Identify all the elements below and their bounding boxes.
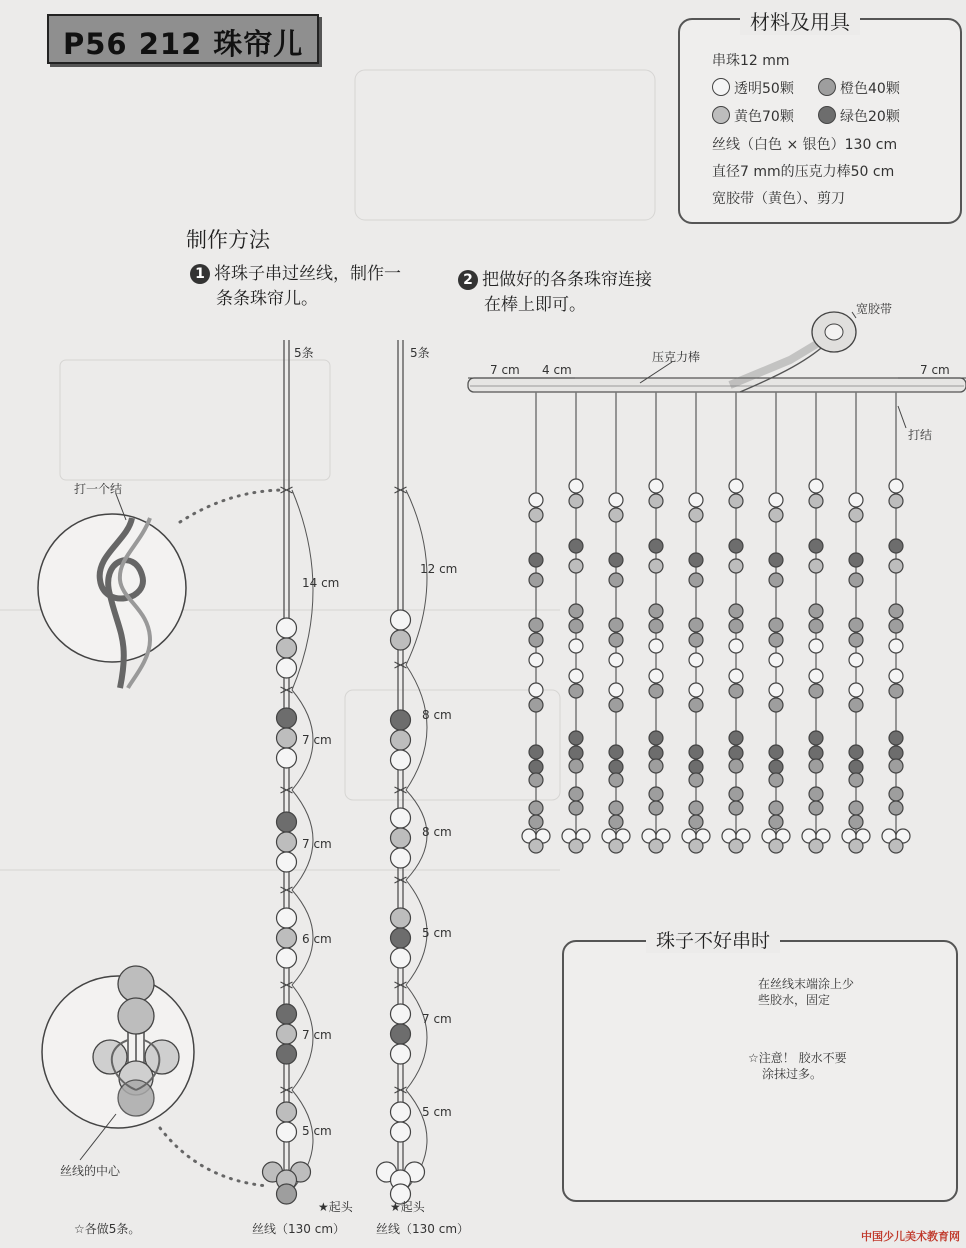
- curtain-bead: [529, 508, 543, 522]
- curtain-bead: [769, 839, 783, 853]
- curtain-bead: [689, 815, 703, 829]
- curtain-bead: [649, 759, 663, 773]
- knot-mark: [395, 787, 407, 793]
- knot-mark: [395, 1087, 407, 1093]
- curtain-bead: [609, 618, 623, 632]
- strand-right: [377, 340, 428, 1204]
- curtain-bead: [569, 479, 583, 493]
- right-seg-1: 12 cm: [420, 562, 458, 576]
- knot-label: 打一个结: [74, 482, 123, 496]
- watermark-logo: 中国少儿美术教育网: [861, 1230, 960, 1243]
- bead: [277, 908, 297, 928]
- knot-mark: [281, 887, 293, 893]
- curtain-bead: [809, 759, 823, 773]
- bead: [277, 1024, 297, 1044]
- curtain-bead: [769, 801, 783, 815]
- curtain-bead: [529, 573, 543, 587]
- bead: [277, 728, 297, 748]
- curtain-bead: [649, 684, 663, 698]
- curtain-bead: [649, 639, 663, 653]
- curtain-bead: [529, 839, 543, 853]
- curtain-bead: [609, 653, 623, 667]
- bead-bundle-detail: [42, 966, 268, 1186]
- thread-item: 丝线（白色 × 银色）130 cm: [712, 137, 898, 153]
- curtain-bead: [569, 731, 583, 745]
- bead: [277, 1102, 297, 1122]
- bead: [391, 948, 411, 968]
- curtain-bead: [649, 479, 663, 493]
- curtain-bead: [889, 684, 903, 698]
- curtain-bead: [769, 653, 783, 667]
- right-seg-2: 8 cm: [422, 708, 452, 722]
- curtain-bead: [809, 669, 823, 683]
- tape-item: 宽胶带（黄色）、剪刀: [712, 191, 845, 207]
- curtain-bead: [529, 760, 543, 774]
- curtain-bead: [769, 683, 783, 697]
- bead: [391, 928, 411, 948]
- curtain-bead: [769, 553, 783, 567]
- curtain-bead: [569, 559, 583, 573]
- curtain-bead: [729, 639, 743, 653]
- tip-note-1: [758, 976, 854, 1008]
- right-seg-3: 8 cm: [422, 825, 452, 839]
- step-2-number: 2: [458, 270, 478, 290]
- curtain-bead: [889, 759, 903, 773]
- knot-mark: [281, 487, 293, 493]
- bead-orange-label: 橙色40颗: [840, 81, 900, 97]
- step-1-number: 1: [190, 264, 210, 284]
- curtain-bead: [649, 746, 663, 760]
- curtain-bead: [529, 653, 543, 667]
- bead: [277, 638, 297, 658]
- bead: [277, 852, 297, 872]
- curtain-bead: [569, 759, 583, 773]
- left-start: ★起头: [318, 1200, 353, 1214]
- curtain-bead: [649, 801, 663, 815]
- knot-mark: [281, 687, 293, 693]
- curtain-bead: [569, 684, 583, 698]
- center-label: 丝线的中心: [60, 1164, 121, 1178]
- tip-note-1-line2: 些胶水，固定: [758, 993, 831, 1007]
- curtain-bead: [729, 494, 743, 508]
- left-seg-4: 6 cm: [302, 932, 332, 946]
- step-2-line1: 把做好的各条珠帘连接: [482, 270, 652, 290]
- curtain-bead: [569, 619, 583, 633]
- bead: [391, 1024, 411, 1044]
- curtain-bead: [609, 553, 623, 567]
- curtain-bead: [849, 633, 863, 647]
- bead: [277, 832, 297, 852]
- acrylic-rod: [468, 378, 966, 392]
- curtain-bead: [609, 745, 623, 759]
- bead: [391, 808, 411, 828]
- left-thread: 丝线（130 cm）: [252, 1222, 346, 1236]
- curtain-bead: [529, 618, 543, 632]
- bead: [391, 828, 411, 848]
- curtain-bead: [729, 619, 743, 633]
- curtain-bead: [729, 559, 743, 573]
- curtain-bead: [689, 801, 703, 815]
- curtain-bead: [889, 787, 903, 801]
- curtain-bead: [569, 669, 583, 683]
- page-title: P56 212 珠帘儿: [63, 27, 304, 61]
- curtain-bead: [529, 815, 543, 829]
- left-seg-2: 7 cm: [302, 733, 332, 747]
- curtain-bead: [809, 604, 823, 618]
- curtain-bead: [889, 559, 903, 573]
- segment-bracket: [406, 665, 427, 790]
- rod-label: 压克力棒: [652, 350, 701, 364]
- bead: [391, 848, 411, 868]
- curtain-bead: [729, 787, 743, 801]
- bundle-bead: [118, 1080, 154, 1116]
- curtain-bead: [689, 653, 703, 667]
- curtain-bead: [889, 619, 903, 633]
- curtain-bead: [849, 698, 863, 712]
- tip-note-2-line1: ☆注意！ 胶水不要: [748, 1051, 847, 1065]
- bead: [277, 1044, 297, 1064]
- curtain-bead: [809, 559, 823, 573]
- curtain-bead: [529, 773, 543, 787]
- curtain-bead: [889, 839, 903, 853]
- left-seg-6: 5 cm: [302, 1124, 332, 1138]
- curtain-bead: [609, 773, 623, 787]
- knot-mark: [281, 1087, 293, 1093]
- segment-bracket: [292, 490, 313, 690]
- knot-dotted-link: [180, 490, 285, 522]
- curtain-bead: [649, 839, 663, 853]
- curtain-bead: [689, 553, 703, 567]
- curtain-bead: [609, 698, 623, 712]
- curtain-bead: [729, 669, 743, 683]
- curtain-bead: [529, 801, 543, 815]
- curtain-bead: [809, 619, 823, 633]
- curtain-bead: [729, 539, 743, 553]
- bead: [277, 948, 297, 968]
- step-2-line2: 在棒上即可。: [484, 295, 586, 315]
- curtain-bead: [649, 559, 663, 573]
- right-seg-5: 7 cm: [422, 1012, 452, 1026]
- curtain-bead: [609, 815, 623, 829]
- bead: [277, 812, 297, 832]
- materials-heading: 材料及用具: [740, 6, 860, 35]
- curtain-bead: [689, 760, 703, 774]
- curtain-bead: [609, 839, 623, 853]
- bead: [391, 610, 411, 630]
- curtain-bead: [649, 731, 663, 745]
- curtain-bead: [889, 746, 903, 760]
- left-seg-3: 7 cm: [302, 837, 332, 851]
- curtain-bead: [729, 746, 743, 760]
- curtain-bead: [849, 508, 863, 522]
- curtain-bead: [809, 787, 823, 801]
- curtain-bead: [769, 698, 783, 712]
- curtain-bead: [729, 604, 743, 618]
- curtain-bead: [889, 479, 903, 493]
- curtain-bead: [849, 745, 863, 759]
- right-thread: 丝线（130 cm）: [376, 1222, 470, 1236]
- bead: [391, 1004, 411, 1024]
- bead-clear-label: 透明50颗: [734, 81, 794, 97]
- curtain-bead: [729, 839, 743, 853]
- curtain-bead: [569, 494, 583, 508]
- curtain-bead: [769, 760, 783, 774]
- rod-item: 直径7 mm的压克力棒50 cm: [712, 164, 895, 180]
- curtain-bead: [609, 508, 623, 522]
- curtain-bead: [849, 760, 863, 774]
- right-seg-6: 5 cm: [422, 1105, 452, 1119]
- knot-mark: [281, 982, 293, 988]
- step-1-line1: 将珠子串过丝线，制作一: [214, 264, 401, 284]
- curtain-bead: [689, 773, 703, 787]
- curtain-bead: [649, 619, 663, 633]
- curtain-bead: [609, 573, 623, 587]
- curtain-bead: [569, 746, 583, 760]
- curtain-bead: [849, 683, 863, 697]
- curtain-bead: [529, 633, 543, 647]
- bead-green-label: 绿色20颗: [840, 109, 900, 125]
- bead: [277, 708, 297, 728]
- curtain-dim-right: 7 cm: [920, 363, 950, 377]
- bundle-bead: [118, 998, 154, 1034]
- curtain-bead: [569, 801, 583, 815]
- curtain-bead: [649, 539, 663, 553]
- curtain-bead: [809, 839, 823, 853]
- curtain-bead: [849, 801, 863, 815]
- curtain-bead: [809, 494, 823, 508]
- bead: [391, 750, 411, 770]
- curtain-bead: [809, 539, 823, 553]
- curtain-bead: [609, 633, 623, 647]
- curtain-bead: [889, 731, 903, 745]
- bead-yellow-label: 黄色70颗: [734, 109, 794, 125]
- knot-mark: [395, 982, 407, 988]
- knot-detail-circle: [38, 514, 186, 662]
- left-seg-1: 14 cm: [302, 576, 340, 590]
- tip-note-2-line2: 涂抹过多。: [762, 1067, 823, 1081]
- bead: [391, 1102, 411, 1122]
- curtain-bead: [529, 698, 543, 712]
- curtain-bead: [849, 573, 863, 587]
- curtain-bead: [649, 494, 663, 508]
- curtain-bead: [689, 745, 703, 759]
- curtain-bead: [729, 479, 743, 493]
- curtain-bead: [569, 839, 583, 853]
- curtain-bead: [809, 746, 823, 760]
- step-1-line2: 条条珠帘儿。: [216, 289, 318, 309]
- curtain-bead: [809, 684, 823, 698]
- left-count: 5条: [294, 346, 314, 360]
- curtain-bead: [769, 493, 783, 507]
- bead: [277, 1004, 297, 1024]
- tape-roll-core: [825, 324, 843, 340]
- curtain-bead: [569, 539, 583, 553]
- curtain-bead: [849, 493, 863, 507]
- bead: [391, 1122, 411, 1142]
- curtain-bead: [849, 553, 863, 567]
- curtain-bead: [569, 787, 583, 801]
- curtain-bead: [689, 698, 703, 712]
- bead: [277, 618, 297, 638]
- curtain-bead: [529, 745, 543, 759]
- curtain-bead: [689, 508, 703, 522]
- bundle-dotted-link: [160, 1128, 268, 1186]
- bead: [391, 1044, 411, 1064]
- background-ghost-print: [0, 70, 655, 870]
- each-five-note: ☆各做5条。: [74, 1222, 141, 1236]
- tip-heading: 珠子不好串时: [646, 926, 780, 953]
- left-seg-5: 7 cm: [302, 1028, 332, 1042]
- curtain-bead: [849, 839, 863, 853]
- curtain-bead: [889, 639, 903, 653]
- curtain-bead: [689, 618, 703, 632]
- knot-mark: [281, 787, 293, 793]
- method-heading: 制作方法: [186, 228, 270, 252]
- curtain-bead: [649, 604, 663, 618]
- knot-mark: [395, 877, 407, 883]
- curtain-bead: [609, 760, 623, 774]
- curtain-dim-left1: 7 cm: [490, 363, 520, 377]
- knot-tie-label: 打结: [908, 428, 933, 442]
- curtain-bead: [769, 773, 783, 787]
- curtain-bead: [729, 684, 743, 698]
- curtain-bead: [889, 669, 903, 683]
- curtain-bead: [809, 731, 823, 745]
- tip-note-2: [748, 1050, 847, 1082]
- curtain-assembly: [468, 312, 966, 853]
- curtain-bead: [889, 801, 903, 815]
- curtain-bead: [769, 815, 783, 829]
- curtain-bead: [889, 539, 903, 553]
- curtain-bead: [769, 618, 783, 632]
- bundle-bead: [118, 966, 154, 1002]
- curtain-bead: [609, 493, 623, 507]
- bead: [277, 928, 297, 948]
- curtain-bead: [889, 604, 903, 618]
- curtain-bead: [689, 633, 703, 647]
- bead: [277, 1184, 297, 1204]
- curtain-bead: [529, 553, 543, 567]
- curtain-bead: [769, 745, 783, 759]
- curtain-bead: [809, 801, 823, 815]
- curtain-bead: [769, 633, 783, 647]
- curtain-bead: [729, 801, 743, 815]
- curtain-bead: [889, 494, 903, 508]
- curtain-bead: [529, 493, 543, 507]
- curtain-bead: [689, 839, 703, 853]
- curtain-bead: [849, 815, 863, 829]
- knot-detail: [38, 490, 285, 688]
- knot-mark: [395, 487, 407, 493]
- knot-mark: [395, 662, 407, 668]
- curtain-bead: [809, 639, 823, 653]
- tape-label: 宽胶带: [856, 302, 893, 316]
- right-seg-4: 5 cm: [422, 926, 452, 940]
- strand-left: [263, 340, 314, 1204]
- tip-note-1-line1: 在丝线末端涂上少: [758, 977, 855, 991]
- bead: [391, 710, 411, 730]
- beads-spec: 串珠12 mm: [712, 53, 790, 69]
- curtain-bead: [809, 479, 823, 493]
- bead: [277, 1122, 297, 1142]
- curtain-bead: [729, 759, 743, 773]
- curtain-bead: [609, 801, 623, 815]
- curtain-bead: [689, 683, 703, 697]
- curtain-bead: [649, 787, 663, 801]
- curtain-bead: [729, 731, 743, 745]
- curtain-bead: [529, 683, 543, 697]
- bead: [391, 630, 411, 650]
- bead: [391, 908, 411, 928]
- curtain-strings: [522, 392, 910, 853]
- curtain-bead: [569, 639, 583, 653]
- curtain-bead: [689, 573, 703, 587]
- curtain-bead: [569, 604, 583, 618]
- curtain-bead: [649, 669, 663, 683]
- curtain-bead: [609, 683, 623, 697]
- curtain-bead: [769, 508, 783, 522]
- bead: [277, 748, 297, 768]
- curtain-bead: [769, 573, 783, 587]
- right-start: ★起头: [390, 1200, 425, 1214]
- curtain-bead: [849, 773, 863, 787]
- curtain-bead: [689, 493, 703, 507]
- bead: [277, 658, 297, 678]
- curtain-dim-left2: 4 cm: [542, 363, 572, 377]
- curtain-bead: [849, 653, 863, 667]
- curtain-bead: [849, 618, 863, 632]
- bead: [391, 730, 411, 750]
- right-count: 5条: [410, 346, 430, 360]
